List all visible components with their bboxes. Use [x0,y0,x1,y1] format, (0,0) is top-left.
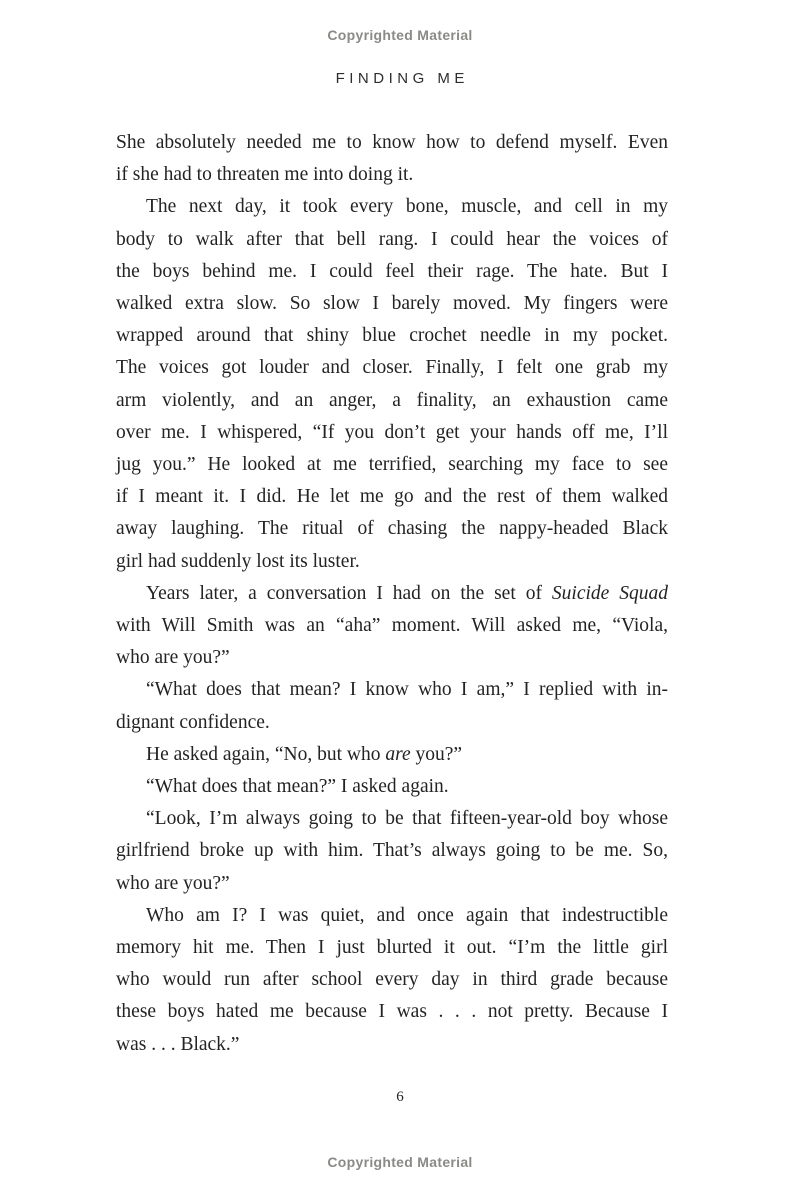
paragraph [116,771,668,803]
text-line: was . . . Black.” [116,1033,240,1055]
text-line: these boys hated me because I was . . . not pretty. Because I [116,1001,668,1023]
text-line: girlfriend broke up with him. That’s always going to be me. So, [116,840,668,862]
text-line: dignant confidence. [116,711,270,733]
text-line: Who am I? I was quiet, and once again that indestructible [146,904,668,926]
text-line: “What does that mean? I know who I am,” I replied with in- [146,679,668,701]
text-line: “Look, I’m always going to be that fifteen-year-old boy whose [146,808,668,830]
text-line: walked extra slow. So slow I barely moved. My fingers were [116,293,668,315]
text-line: girl had suddenly lost its luster. [116,550,360,572]
text-line: over me. I whispered, “If you don’t get your hands off me, I’ll [116,421,668,443]
page-number: 6 [396,1089,404,1105]
text-line: He asked again, “No, but who are you?” [146,743,463,765]
text-line: wrapped around that shiny blue crochet needle in my pocket. [116,325,668,347]
running-head-book-title: FINDING ME [335,70,469,87]
text-line: memory hit me. Then I just blurted it out. “I’m the little girl [116,937,668,959]
paragraph [116,191,668,577]
text-line: who are you?” [116,647,230,669]
text-line: with Will Smith was an “aha” moment. Will asked me, “Viola, [116,615,668,637]
text-line: if I meant it. I did. He let me go and the rest of them walked [116,486,668,508]
text-line: She absolutely needed me to know how to defend myself. Even [116,132,668,153]
copyright-notice-top: Copyrighted Material [327,27,473,43]
text-line: arm violently, and an anger, a finality, an exhaustion came [116,389,668,411]
text-line: Years later, a conversation I had on the set of Suicide Squad [146,582,668,604]
paragraph [116,803,668,900]
paragraph [116,578,668,675]
paragraph [116,127,668,191]
text-line: The next day, it took every bone, muscle, and cell in my [146,196,668,218]
text-line: away laughing. The ritual of chasing the nappy-headed Black [116,518,668,540]
paragraph [116,739,668,771]
copyright-notice-bottom: Copyrighted Material [327,1154,473,1170]
text-line: body to walk after that bell rang. I could hear the voices of [116,228,668,250]
body-text [116,127,668,1061]
text-line: The voices got louder and closer. Finally, I felt one grab my [116,357,668,379]
paragraph [116,674,668,738]
text-line: “What does that mean?” I asked again. [146,776,449,798]
text-line: if she had to threaten me into doing it. [116,164,414,186]
text-line: who would run after school every day in third grade because [116,969,668,991]
text-line: who are you?” [116,872,230,894]
paragraph [116,900,668,1061]
text-line: the boys behind me. I could feel their rage. The hate. But I [116,260,668,282]
text-line: jug you.” He looked at me terrified, searching my face to see [116,454,668,476]
